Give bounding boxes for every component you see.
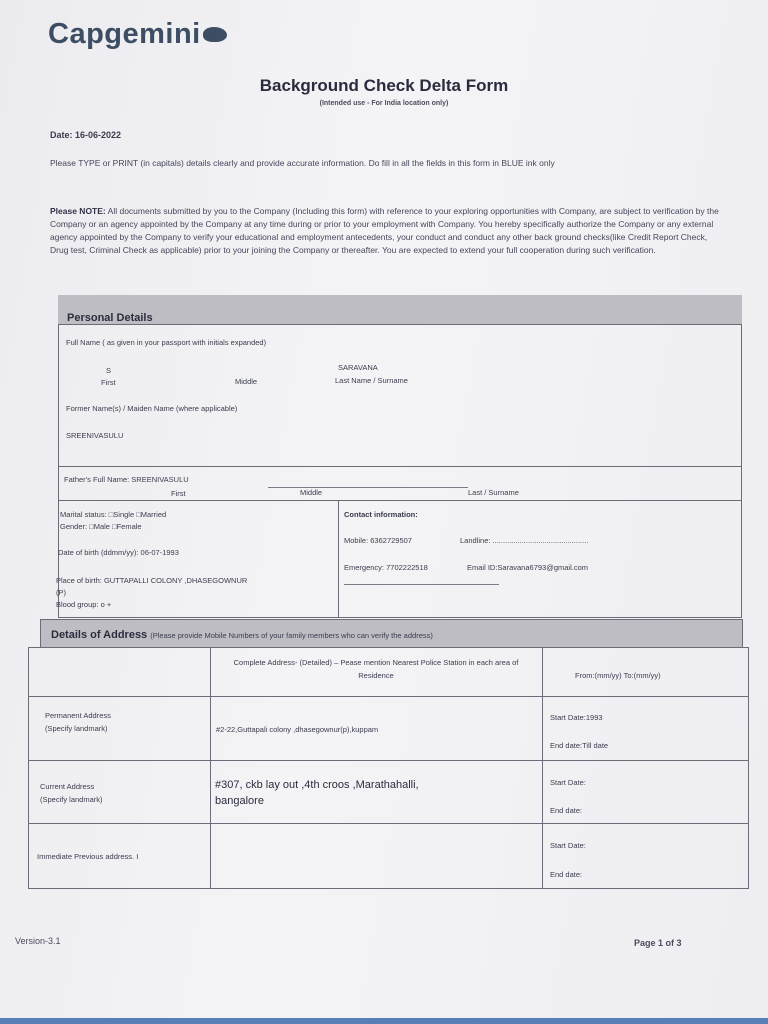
date-of-birth: Date of birth (ddmm/yy): 06-07-1993 [58, 548, 179, 557]
form-title: Background Check Delta Form [259, 76, 509, 95]
note-text: All documents submitted by you to the Company (Including this form) with reference to your exploring opportunities with Company, are subject to verification by the Company or an agency appointed by the Company at any time during or prior to your employment with Company. You hereby specifically authorize the Company or any external agency appointed by the Company to verify your educational and employment antecedents, your conduct and conduct any other back ground checks(like Credit Report Check, Drug test, Criminal Check as applicable) prior to your joining the Company or thereafter. You are expected to extend your full cooperation during such verification. [50, 206, 719, 255]
last-name-value: SARAVANA [338, 363, 378, 372]
instruction-text: Please TYPE or PRINT (in capitals) details clearly and provide accurate information. Do fill in all the fields in this form in BLUE ink only [50, 158, 555, 168]
previous-end-date: End date: [550, 870, 583, 879]
marital-status: Marital status: □Single □Married [60, 510, 167, 519]
permanent-address-value: #2-22,Guttapali colony ,dhasegownur(p),kuppam [216, 725, 379, 734]
middle-name-caption: Middle [235, 377, 258, 386]
logo-cloud-icon [203, 27, 227, 42]
first-name-value: S [106, 366, 112, 375]
company-logo: Capgemini [48, 18, 227, 51]
current-start-date: Start Date: [550, 778, 586, 787]
gender: Gender: □Male □Female [60, 522, 142, 531]
current-address-sublabel: (Specify landmark) [40, 795, 103, 804]
address-header-note: (Please provide Mobile Numbers of your family members who can verify the address) [150, 631, 433, 640]
father-name-label: Father's Full Name: SREENIVASULU [64, 475, 189, 484]
father-last-caption: Last / Surname [468, 488, 519, 497]
bottom-edge [0, 1018, 768, 1024]
table-row-line [28, 823, 749, 824]
emergency-number: Emergency: 7702222518 [344, 563, 428, 572]
father-name-line [268, 487, 468, 488]
page-number: Page 1 of 3 [634, 938, 682, 948]
note-paragraph [50, 205, 725, 257]
previous-start-date: Start Date: [550, 841, 586, 850]
blood-group: Blood group: o + [56, 600, 112, 609]
place-of-birth: Place of birth: GUTTAPALLI COLONY ,DHASEGOWNUR [56, 576, 248, 585]
table-row-line [28, 760, 749, 761]
first-name-caption: First [101, 378, 116, 387]
current-address-value-cont: bangalore [215, 795, 264, 807]
note-label: Please NOTE: [50, 206, 106, 216]
permanent-end-date: End date:Till date [550, 741, 609, 750]
permanent-start-date: Start Date:1993 [550, 713, 603, 722]
contact-info-label: Contact information: [344, 510, 418, 519]
table-col-line [542, 647, 543, 889]
previous-address-label: Immediate Previous address. I [37, 852, 139, 861]
emergency-line [344, 584, 499, 585]
landline: Landline: .............................................. [460, 536, 589, 545]
column-divider [338, 500, 339, 618]
current-address-label: Current Address [40, 782, 95, 791]
form-subtitle: (Intended use - For India location only) [319, 100, 449, 107]
email-id: Email ID:Saravana6793@gmail.com [467, 563, 588, 572]
col-header-complete-address: Complete Address- (Detailed) – Pease mention Nearest Police Station in each area of Residence [233, 658, 519, 680]
place-of-birth-cont: (P) [56, 588, 66, 597]
col-header-dates: From:(mm/yy) To:(mm/yy) [575, 671, 661, 680]
permanent-address-label: Permanent Address [45, 711, 111, 720]
father-name-value: SREENIVASULU [131, 475, 189, 484]
address-details-header: Details of Address (Please provide Mobile Numbers of your family members who can verify the address) [40, 619, 743, 648]
current-address-value: #307, ckb lay out ,4th croos ,Marathahalli, [215, 779, 419, 791]
current-end-date: End date: [550, 806, 583, 815]
last-name-caption: Last Name / Surname [335, 376, 408, 385]
table-col-line [210, 647, 211, 889]
version-label: Version-3.1 [15, 936, 61, 946]
father-first-caption: First [171, 489, 186, 498]
divider [58, 500, 742, 501]
former-name-label: Former Name(s) / Maiden Name (where applicable) [66, 404, 238, 413]
former-name-value: SREENIVASULU [66, 431, 124, 440]
personal-details-header: Personal Details [58, 295, 742, 325]
form-date: Date: 16-06-2022 [50, 130, 122, 140]
father-middle-caption: Middle [300, 488, 323, 497]
full-name-label: Full Name ( as given in your passport with initials expanded) [66, 338, 267, 347]
mobile-number: Mobile: 6362729507 [344, 536, 412, 545]
permanent-address-sublabel: (Specify landmark) [45, 724, 108, 733]
divider [58, 466, 742, 467]
table-row-line [28, 696, 749, 697]
